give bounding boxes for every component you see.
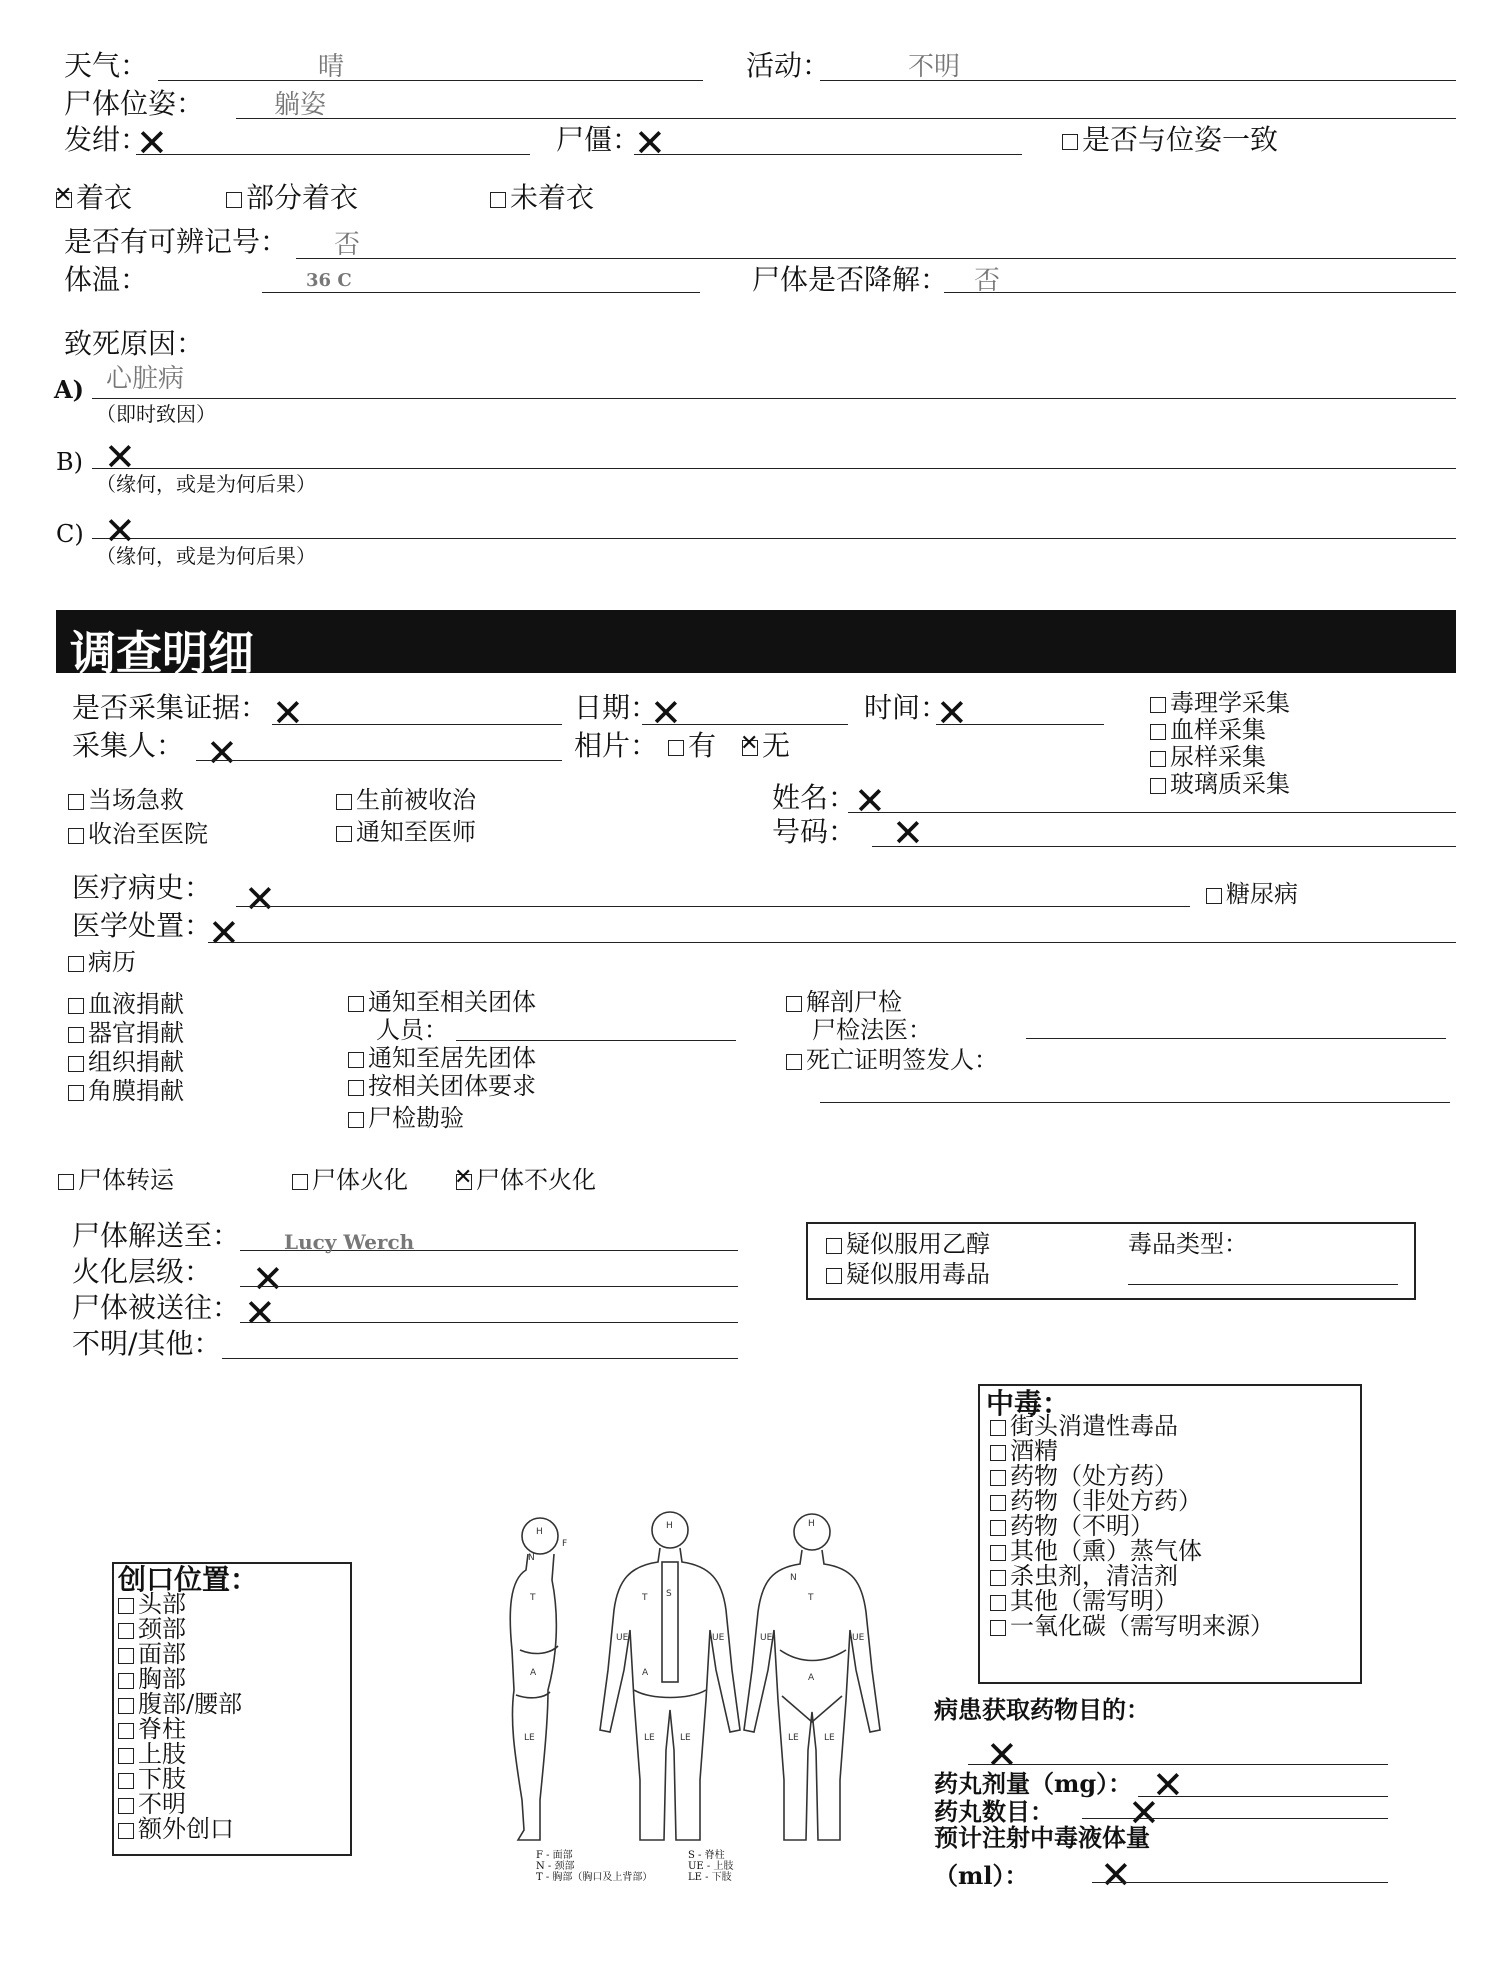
collector-label: 采集人： <box>72 729 185 762</box>
street-drugs-checkbox[interactable]: 街头消遣性毒品 <box>990 1414 1274 1439</box>
wound-additional-checkbox[interactable]: 额外创口 <box>118 1817 242 1842</box>
sample-checklist <box>1150 690 1290 798</box>
time-label: 时间： <box>864 691 949 724</box>
diagram-legend-left: F - 面部 N - 颈部 T - 胸部（胸口及上背部） <box>536 1850 653 1883</box>
label-a-front: A <box>808 1673 815 1683</box>
pesticide-checkbox[interactable]: 杀虫剂，清洁剂 <box>990 1564 1274 1589</box>
purpose-x-mark[interactable]: ✕ <box>986 1733 1018 1777</box>
sent-to-x-mark[interactable]: ✕ <box>244 1291 276 1335</box>
label-n-front: N <box>790 1573 797 1583</box>
dose-x-mark[interactable]: ✕ <box>1152 1763 1184 1807</box>
blood-donation-checkbox[interactable]: 血液捐献 <box>68 990 184 1019</box>
time-x-mark[interactable]: ✕ <box>936 691 968 735</box>
wound-face-checkbox[interactable]: 面部 <box>118 1642 242 1667</box>
count-x-mark[interactable]: ✕ <box>1128 1791 1160 1835</box>
label-le-front-right: LE <box>824 1733 835 1743</box>
label-ue-front-left: UE <box>760 1633 773 1643</box>
partly-clothed-checkbox[interactable]: 部分着衣 <box>226 184 358 212</box>
body-diagram <box>500 1500 900 1880</box>
posture-value[interactable]: 躺姿 <box>274 90 327 120</box>
history-x-mark[interactable]: ✕ <box>244 877 276 921</box>
notified-doctor-checkbox[interactable]: 通知至医师 <box>336 820 476 844</box>
label-n-side: N <box>528 1553 535 1563</box>
unknown-drug-checkbox[interactable]: 药物（不明） <box>990 1514 1274 1539</box>
purpose-label: 病患获取药物目的： <box>934 1695 1150 1724</box>
label-t-front: T <box>808 1593 814 1603</box>
cremation-level-x-mark[interactable]: ✕ <box>252 1257 284 1301</box>
wound-head-checkbox[interactable]: 头部 <box>118 1592 242 1617</box>
label-h-back: H <box>666 1521 673 1531</box>
cornea-donation-checkbox[interactable]: 角膜捐献 <box>68 1077 184 1106</box>
released-to-value[interactable]: Lucy Werch <box>284 1230 415 1254</box>
livor-x-mark[interactable]: ✕ <box>136 121 168 165</box>
cremated-checkbox[interactable]: 尸体火化 <box>292 1168 408 1192</box>
evidence-collected-label: 是否采集证据： <box>72 691 269 724</box>
cause-a-note: （即时致因） <box>96 402 216 426</box>
label-ue-front-right: UE <box>852 1633 865 1643</box>
diagram-legend-right: S - 脊柱 UE - 上肢 LE - 下肢 <box>688 1850 734 1883</box>
id-marks-value[interactable]: 否 <box>334 230 361 260</box>
label-ue-back-right: UE <box>712 1633 725 1643</box>
wound-chest-checkbox[interactable]: 胸部 <box>118 1667 242 1692</box>
label-le-back-right: LE <box>680 1733 691 1743</box>
body-side-figure <box>510 1518 558 1840</box>
certifier-label: 死亡证明签发人： <box>786 1048 998 1072</box>
count-label: 药丸数目： <box>934 1797 1054 1826</box>
carbon-monoxide-checkbox[interactable]: 一氧化碳（需写明来源） <box>990 1614 1274 1639</box>
wound-upper-limb-checkbox[interactable]: 上肢 <box>118 1742 242 1767</box>
records-checkbox[interactable]: 病历 <box>68 950 136 974</box>
wound-spine-checkbox[interactable]: 脊柱 <box>118 1717 242 1742</box>
body-back-figure <box>600 1512 740 1840</box>
autopsy-checkbox[interactable]: 解剖尸检 <box>786 990 902 1014</box>
drug-type-label: 毒品类型： <box>1128 1230 1248 1258</box>
temperature-value[interactable]: 36 C <box>306 270 352 291</box>
cause-c-x-mark[interactable]: ✕ <box>104 509 136 553</box>
drugs-checkbox[interactable]: 疑似服用毒品 <box>826 1262 990 1286</box>
volume-x-mark[interactable]: ✕ <box>1100 1853 1132 1897</box>
name-label: 姓名： <box>772 781 857 814</box>
label-f-side: F <box>562 1539 568 1549</box>
sample-toxicology-checkbox[interactable]: 毒理学采集 <box>1150 690 1290 717</box>
cremation-level-label: 火化层级： <box>72 1255 213 1288</box>
weather-value[interactable]: 晴 <box>318 52 345 82</box>
posture-label: 尸体位姿： <box>64 87 205 120</box>
unclothed-checkbox[interactable]: 未着衣 <box>490 184 594 212</box>
wound-unknown-checkbox[interactable]: 不明 <box>118 1792 242 1817</box>
cause-b-note: （缘何，或是为何后果） <box>96 472 316 496</box>
transfer-checkbox[interactable]: 尸体转运 <box>58 1168 174 1192</box>
date-x-mark[interactable]: ✕ <box>650 691 682 735</box>
consistent-checkbox[interactable]: 是否与位姿一致 <box>1062 126 1278 154</box>
cause-a-value[interactable]: 心脏病 <box>106 364 185 394</box>
treatment-x-mark[interactable]: ✕ <box>208 911 240 955</box>
released-to-label: 尸体解送至： <box>72 1219 241 1252</box>
rigor-label: 尸僵： <box>556 123 641 156</box>
label-a-back: A <box>642 1668 649 1678</box>
notify-group-checkbox[interactable]: 通知至相关团体 <box>348 990 536 1014</box>
hospital-checkbox[interactable]: 收治至医院 <box>68 822 208 846</box>
label-le-side: LE <box>524 1733 535 1743</box>
wound-lower-limb-checkbox[interactable]: 下肢 <box>118 1767 242 1792</box>
organ-donation-checkbox[interactable]: 器官捐献 <box>68 1019 184 1048</box>
other-poison-checkbox[interactable]: 其他（需写明） <box>990 1589 1274 1614</box>
activity-label: 活动： <box>746 49 831 82</box>
collector-x-mark[interactable]: ✕ <box>206 731 238 775</box>
wound-neck-checkbox[interactable]: 颈部 <box>118 1617 242 1642</box>
date-label: 日期： <box>574 691 659 724</box>
section-header-bar <box>56 610 1456 680</box>
diabetes-checkbox[interactable]: 糖尿病 <box>1206 882 1298 906</box>
wound-title: 创口位置： <box>118 1563 259 1596</box>
sample-urine-checkbox[interactable]: 尿样采集 <box>1150 744 1290 771</box>
cause-c-label: C) <box>56 520 84 548</box>
wound-checklist <box>118 1592 242 1842</box>
label-le-back-left: LE <box>644 1733 655 1743</box>
otc-drug-checkbox[interactable]: 药物（非处方药） <box>990 1489 1274 1514</box>
rx-drug-checkbox[interactable]: 药物（处方药） <box>990 1464 1274 1489</box>
temperature-label: 体温： <box>64 263 149 296</box>
personnel-label: 人员： <box>376 1016 448 1044</box>
onsite-aid-checkbox[interactable]: 当场急救 <box>68 788 184 812</box>
poisoning-title: 中毒： <box>986 1387 1071 1420</box>
name-x-mark[interactable]: ✕ <box>854 779 886 823</box>
label-ue-back-left: UE <box>616 1633 629 1643</box>
number-label: 号码： <box>772 815 857 848</box>
cause-c-note: （缘何，或是为何后果） <box>96 544 316 568</box>
decomposed-value[interactable]: 否 <box>974 266 1001 296</box>
cause-b-label: B) <box>56 448 83 476</box>
label-h-front: H <box>808 1519 815 1529</box>
evidence-collected-x-mark[interactable]: ✕ <box>272 691 304 735</box>
poisoning-checklist <box>990 1414 1274 1639</box>
wound-abdomen-checkbox[interactable]: 腹部/腰部 <box>118 1692 242 1717</box>
alcohol-checkbox[interactable]: 疑似服用乙醇 <box>826 1232 990 1256</box>
dose-label: 药丸剂量（mg）： <box>934 1769 1133 1798</box>
cause-title: 致死原因： <box>64 327 205 360</box>
sent-to-label: 尸体被送往： <box>72 1291 241 1324</box>
number-x-mark[interactable]: ✕ <box>892 811 924 855</box>
id-marks-label: 是否有可辨记号： <box>64 225 289 258</box>
other-label: 不明/其他： <box>72 1327 222 1360</box>
label-h-side: H <box>536 1527 543 1537</box>
fumes-checkbox[interactable]: 其他（熏）蒸气体 <box>990 1539 1274 1564</box>
treatment-label: 医学处置： <box>72 909 213 942</box>
donation-checklist <box>68 990 184 1106</box>
per-group-checkbox[interactable]: 按相关团体要求 <box>348 1074 536 1098</box>
clothed-checkbox[interactable]: ✕ 着衣 <box>54 181 133 214</box>
inspection-checkbox[interactable]: 尸检勘验 <box>348 1106 464 1130</box>
label-t-side: T <box>530 1593 536 1603</box>
cause-b-x-mark[interactable]: ✕ <box>104 435 136 479</box>
cause-a-label: A) <box>54 375 84 404</box>
photos-no-checkbox[interactable]: ✕ 无 <box>740 729 791 762</box>
photos-yes-checkbox[interactable]: 有 <box>668 732 716 760</box>
tissue-donation-checkbox[interactable]: 组织捐献 <box>68 1048 184 1077</box>
notify-prior-checkbox[interactable]: 通知至居先团体 <box>348 1046 536 1070</box>
label-t-back: T <box>642 1593 648 1603</box>
label-le-front-left: LE <box>788 1733 799 1743</box>
section-title: 调查明细 <box>70 626 254 680</box>
alcohol-poison-checkbox[interactable]: 酒精 <box>990 1439 1274 1464</box>
livor-label: 发绀： <box>64 123 149 156</box>
photos-label: 相片： <box>574 729 659 762</box>
admitted-checkbox[interactable]: 生前被收治 <box>336 788 476 812</box>
weather-label: 天气： <box>64 49 149 82</box>
examiner-label: 尸检法医： <box>812 1016 932 1044</box>
label-a-side: A <box>530 1668 537 1678</box>
decomposed-label: 尸体是否降解： <box>752 263 949 296</box>
not-cremated-checkbox[interactable]: ✕ 尸体不火化 <box>454 1164 596 1194</box>
rigor-x-mark[interactable]: ✕ <box>634 121 666 165</box>
label-s-back: S <box>666 1589 672 1599</box>
history-label: 医疗病史： <box>72 871 213 904</box>
volume-label-1: 预计注射中毒液体量 <box>934 1823 1150 1852</box>
volume-label-2: （ml）： <box>934 1861 1029 1890</box>
sample-vitreous-checkbox[interactable]: 玻璃质采集 <box>1150 771 1290 798</box>
activity-value[interactable]: 不明 <box>908 52 961 82</box>
sample-blood-checkbox[interactable]: 血样采集 <box>1150 717 1290 744</box>
